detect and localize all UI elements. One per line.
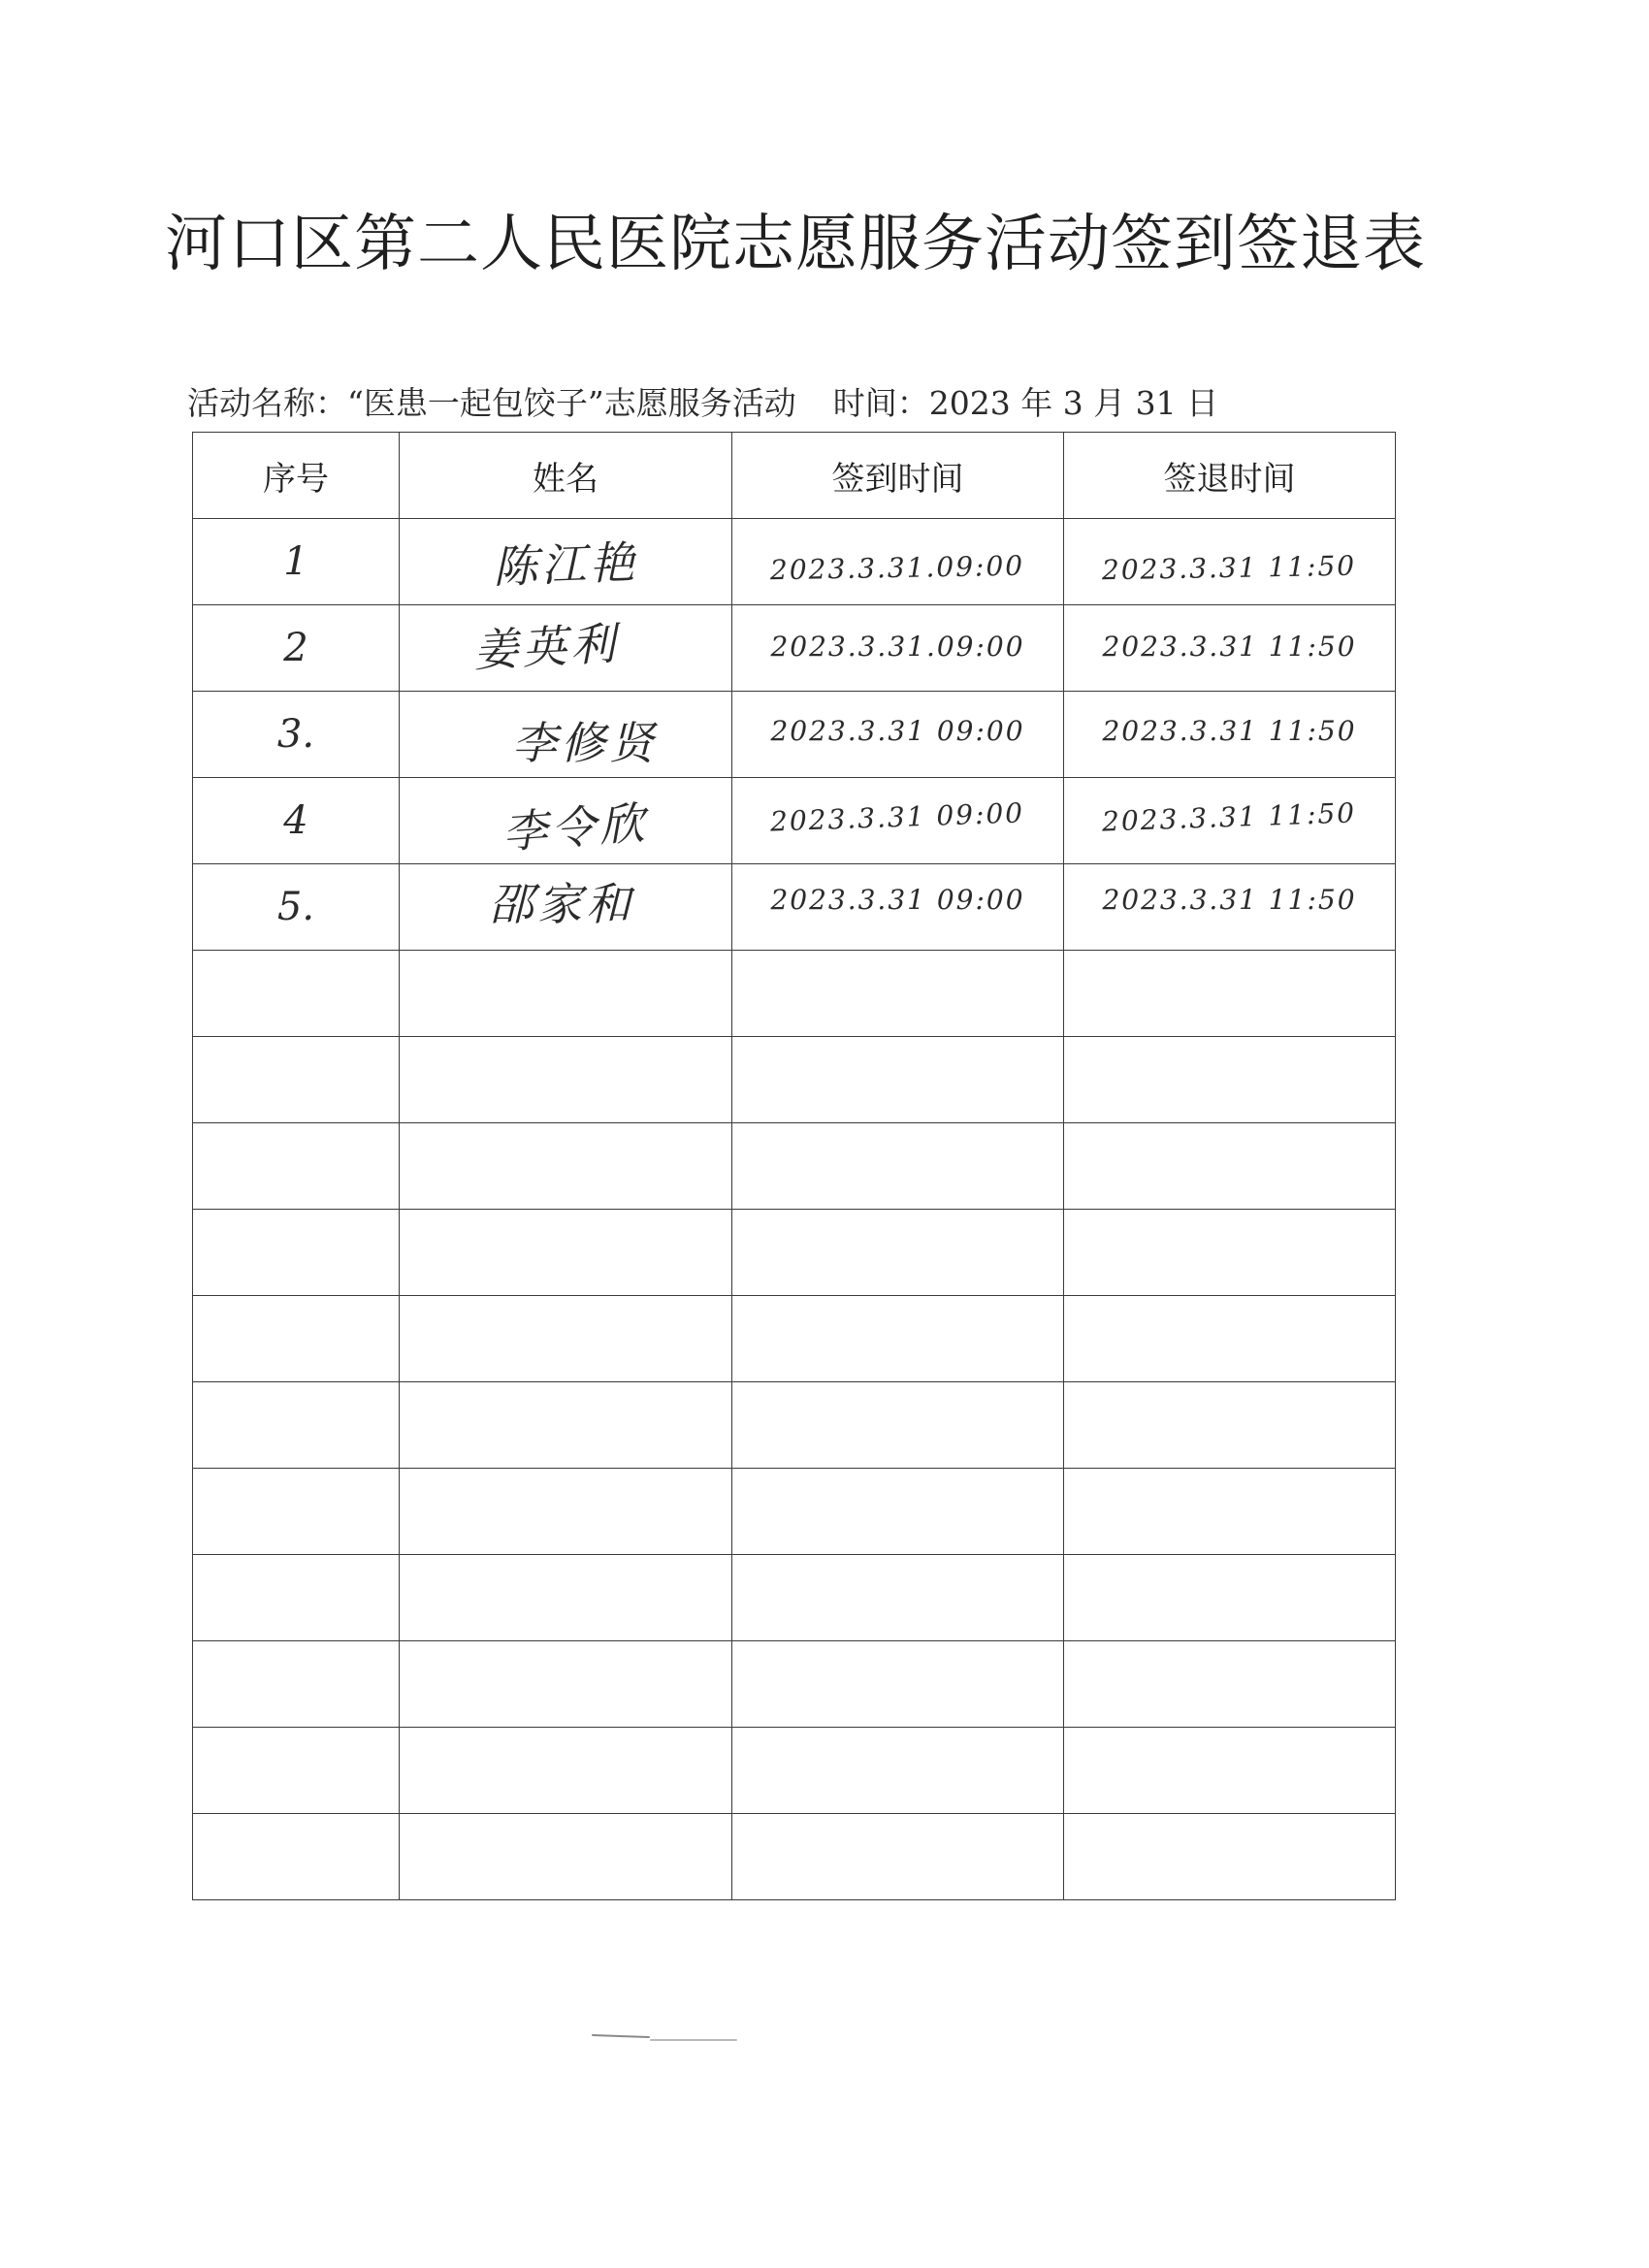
sign-in-cell — [732, 1210, 1064, 1296]
name-cell — [400, 605, 732, 692]
seq-cell — [193, 1555, 400, 1641]
sign-out-cell — [1064, 1814, 1396, 1900]
sign-in-sheet-table — [192, 432, 1396, 1900]
sign-in-cell — [732, 1123, 1064, 1210]
name-cell — [400, 1728, 732, 1814]
sign-out-cell — [1064, 692, 1396, 778]
table-row-empty — [193, 1296, 1396, 1382]
sign-out-cell — [1064, 605, 1396, 692]
activity-name: “医患一起包饺子”志愿服务活动 — [347, 384, 796, 422]
sign-in-cell — [732, 1641, 1064, 1728]
handwritten-name: 姜英利 — [471, 617, 621, 677]
handwritten-sign-in: 2023.3.31 09:00 — [770, 883, 1025, 916]
name-cell — [400, 1641, 732, 1728]
sign-in-cell — [732, 1037, 1064, 1123]
sign-in-cell — [732, 1296, 1064, 1382]
sign-out-cell — [1064, 778, 1396, 864]
seq-cell — [193, 1641, 400, 1728]
sign-in-cell — [732, 1469, 1064, 1555]
scan-smudge-mark — [592, 2034, 650, 2038]
table-row-empty — [193, 1555, 1396, 1641]
name-cell — [400, 1814, 732, 1900]
handwritten-seq: 4 — [283, 798, 308, 843]
handwritten-sign-in: 2023.3.31 09:00 — [769, 795, 1026, 838]
seq-cell — [193, 864, 400, 951]
sign-out-cell — [1064, 1123, 1396, 1210]
sign-in-cell — [732, 864, 1064, 951]
sign-out-cell — [1064, 1641, 1396, 1728]
activity-date: 2023 年 3 月 31 日 — [928, 384, 1219, 422]
sign-in-cell — [732, 1382, 1064, 1469]
handwritten-sign-in: 2023.3.31 09:00 — [770, 714, 1025, 747]
sign-in-cell — [732, 778, 1064, 864]
sign-out-cell — [1064, 1210, 1396, 1296]
table-row — [193, 864, 1396, 951]
activity-label: 活动名称： — [187, 384, 347, 422]
time-label: 时间： — [832, 384, 929, 422]
handwritten-seq: 2 — [283, 626, 308, 670]
handwritten-sign-out: 2023.3.31 11:50 — [1102, 549, 1357, 586]
handwritten-sign-in: 2023.3.31.09:00 — [770, 630, 1025, 663]
scan-smudge-mark — [650, 2039, 737, 2041]
sign-out-cell — [1064, 1296, 1396, 1382]
seq-cell — [193, 1123, 400, 1210]
table-row-empty — [193, 951, 1396, 1037]
seq-cell — [193, 1210, 400, 1296]
name-cell — [400, 1296, 732, 1382]
name-cell — [400, 1123, 732, 1210]
name-cell — [400, 692, 732, 778]
table-row-empty — [193, 1210, 1396, 1296]
sign-out-cell — [1064, 1555, 1396, 1641]
handwritten-sign-out: 2023.3.31 11:50 — [1101, 795, 1358, 838]
handwritten-seq: 3. — [276, 712, 315, 757]
table-row — [193, 692, 1396, 778]
table-header-row — [193, 433, 1396, 519]
table-row-empty — [193, 1641, 1396, 1728]
handwritten-name: 李修贤 — [512, 717, 658, 769]
table-row-empty — [193, 1037, 1396, 1123]
activity-meta-line — [187, 378, 1400, 424]
name-cell — [400, 778, 732, 864]
header-name: 姓名 — [400, 433, 732, 519]
table-row — [193, 605, 1396, 692]
table-row-empty — [193, 1728, 1396, 1814]
name-cell — [400, 1469, 732, 1555]
sign-in-cell — [732, 605, 1064, 692]
handwritten-sign-out: 2023.3.31 11:50 — [1102, 630, 1357, 663]
seq-cell — [193, 1469, 400, 1555]
seq-cell — [193, 951, 400, 1037]
header-seq: 序号 — [193, 433, 400, 519]
handwritten-name: 李令欣 — [501, 795, 650, 859]
seq-cell — [193, 1296, 400, 1382]
handwritten-seq: 1 — [283, 539, 308, 584]
sign-out-cell — [1064, 519, 1396, 605]
name-cell — [400, 1382, 732, 1469]
seq-cell — [193, 605, 400, 692]
sign-in-cell — [732, 692, 1064, 778]
seq-cell — [193, 1728, 400, 1814]
sign-out-cell — [1064, 1469, 1396, 1555]
sign-out-cell — [1064, 1037, 1396, 1123]
handwritten-sign-out: 2023.3.31 11:50 — [1102, 883, 1357, 916]
handwritten-name: 邵家和 — [489, 878, 634, 930]
sign-in-cell — [732, 1728, 1064, 1814]
table-row-empty — [193, 1814, 1396, 1900]
table-row-empty — [193, 1469, 1396, 1555]
header-sign-out-time: 签退时间 — [1064, 433, 1396, 519]
table-row — [193, 778, 1396, 864]
table-row-empty — [193, 1123, 1396, 1210]
sign-in-cell — [732, 1814, 1064, 1900]
page-title: 河口区第二人民医院志愿服务活动签到签退表 — [165, 209, 1426, 280]
sign-in-cell — [732, 519, 1064, 605]
name-cell — [400, 864, 732, 951]
handwritten-sign-in: 2023.3.31.09:00 — [770, 549, 1025, 586]
sign-in-cell — [732, 1555, 1064, 1641]
table-row-empty — [193, 1382, 1396, 1469]
seq-cell — [193, 519, 400, 605]
name-cell — [400, 1210, 732, 1296]
seq-cell — [193, 1382, 400, 1469]
seq-cell — [193, 1037, 400, 1123]
table-row — [193, 519, 1396, 605]
sign-out-cell — [1064, 1382, 1396, 1469]
seq-cell — [193, 1814, 400, 1900]
sign-out-cell — [1064, 951, 1396, 1037]
sign-in-cell — [732, 951, 1064, 1037]
handwritten-seq: 5. — [276, 885, 315, 929]
seq-cell — [193, 778, 400, 864]
name-cell — [400, 951, 732, 1037]
header-sign-in-time: 签到时间 — [732, 433, 1064, 519]
handwritten-name: 陈江艳 — [492, 535, 640, 594]
name-cell — [400, 1037, 732, 1123]
seq-cell — [193, 692, 400, 778]
handwritten-sign-out: 2023.3.31 11:50 — [1102, 714, 1357, 747]
sign-out-cell — [1064, 1728, 1396, 1814]
sign-out-cell — [1064, 864, 1396, 951]
name-cell — [400, 519, 732, 605]
name-cell — [400, 1555, 732, 1641]
